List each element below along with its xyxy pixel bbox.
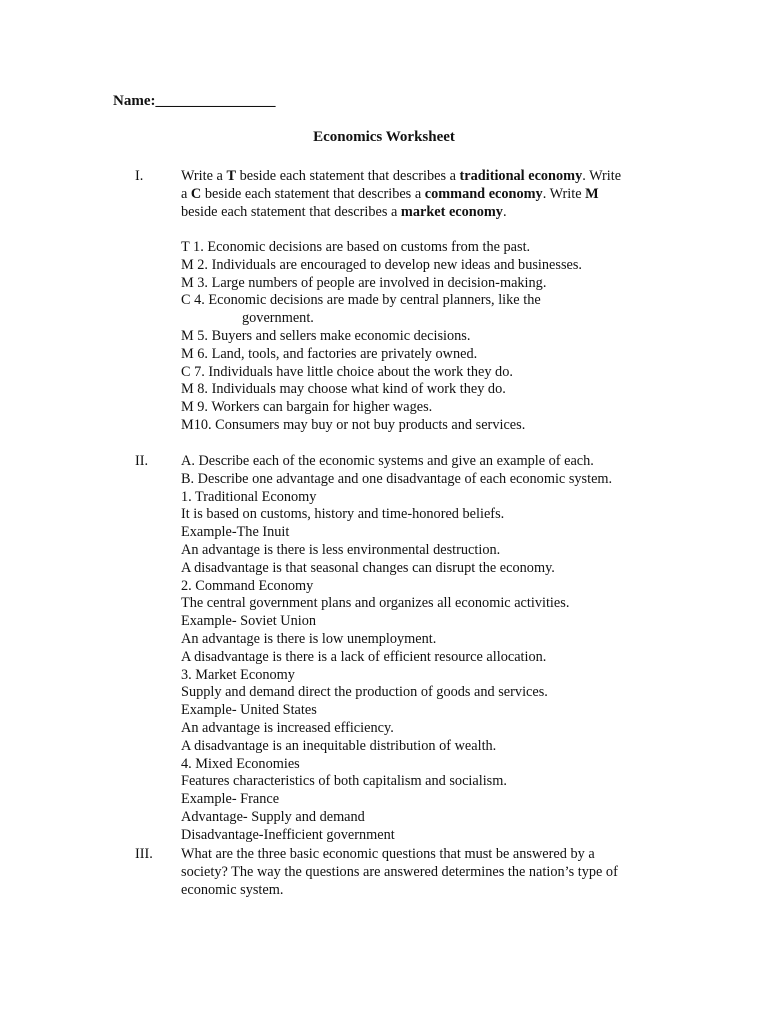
section-1-statements <box>181 239 661 435</box>
section-2-line: Example- France <box>181 791 280 808</box>
section-2-line: A disadvantage is an inequitable distribution of wealth. <box>181 737 497 754</box>
text: . <box>502 203 507 220</box>
section-2-line: A. Describe each of the economic systems and give an example of each. <box>181 453 594 469</box>
section-3-line: society? The way the questions are answered determines the nation’s type of <box>181 863 618 880</box>
name-blank: ________________ <box>155 93 276 109</box>
section-2-line: A disadvantage is that seasonal changes can disrupt the economy. <box>181 559 555 576</box>
term-traditional-economy: traditional economy <box>459 168 583 184</box>
section-2-line: An advantage is increased efficiency. <box>181 719 394 736</box>
text: beside each statement that describes a <box>236 168 460 184</box>
text: beside each statement that describes a <box>201 185 425 202</box>
letter-m: M <box>585 185 599 202</box>
section-2-line: A disadvantage is there is a lack of efficient resource allocation. <box>181 648 547 665</box>
statement-item: C 7. Individuals have little choice about the work they do. <box>181 363 513 380</box>
name-field <box>113 93 275 111</box>
section-2-line: Example-The Inuit <box>181 524 290 541</box>
term-market-economy: market economy <box>400 203 503 220</box>
section-2-line: The central government plans and organizes all economic activities. <box>181 595 570 612</box>
section-3-line: What are the three basic economic questions that must be answered by a <box>181 846 595 862</box>
section-2-line: 3. Market Economy <box>181 666 295 683</box>
letter-c: C <box>190 185 202 202</box>
statement-item-continued: government. <box>242 310 314 327</box>
statement-item: M 8. Individuals may choose what kind of work they do. <box>181 381 506 398</box>
section-2-line: 2. Command Economy <box>181 577 314 594</box>
section-2-line: Features characteristics of both capitalism and socialism. <box>181 773 507 790</box>
text: . Write <box>542 185 586 202</box>
statement-item: T 1. Economic decisions are based on customs from the past. <box>181 239 531 255</box>
section-3-line: economic system. <box>181 881 284 898</box>
section-2-line: It is based on customs, history and time-honored beliefs. <box>181 506 505 523</box>
statement-item: M 6. Land, tools, and factories are privately owned. <box>181 345 478 362</box>
section-2-line: An advantage is there is low unemployment. <box>181 630 437 647</box>
page-title: Economics Worksheet <box>313 129 455 145</box>
section-2-line: An advantage is there is less environmental destruction. <box>181 541 501 558</box>
letter-t: T <box>226 168 237 184</box>
statement-item: M 5. Buyers and sellers make economic decisions. <box>181 327 471 344</box>
text: beside each statement that describes a <box>181 203 401 220</box>
section-3-numeral: III. <box>135 846 153 862</box>
text: Write a <box>181 168 227 184</box>
statement-item: M 2. Individuals are encouraged to develop new ideas and businesses. <box>181 256 582 273</box>
section-1-numeral: I. <box>135 168 144 184</box>
section-3-content <box>181 846 661 899</box>
section-2-line: 1. Traditional Economy <box>181 488 317 505</box>
statement-item: M 3. Large numbers of people are involved in decision-making. <box>181 274 547 291</box>
section-2-line: Example- United States <box>181 702 317 719</box>
instruction-line-1 <box>181 168 661 186</box>
instruction-line-2 <box>181 186 661 204</box>
statement-item: M 9. Workers can bargain for higher wages. <box>181 399 433 416</box>
statement-item: C 4. Economic decisions are made by central planners, like the <box>181 292 541 309</box>
section-2-line: Supply and demand direct the production of goods and services. <box>181 684 548 701</box>
section-2-numeral: II. <box>135 453 149 469</box>
text: . Write <box>582 168 622 184</box>
statement-item: M10. Consumers may buy or not buy products and services. <box>181 416 526 433</box>
term-command-economy: command economy <box>424 185 543 202</box>
text: a <box>181 185 191 202</box>
instruction-line-3 <box>181 204 661 222</box>
section-2-line: B. Describe one advantage and one disadvantage of each economic system. <box>181 470 613 487</box>
section-2-line: Disadvantage-Inefficient government <box>181 826 395 843</box>
section-2-content <box>181 453 661 845</box>
section-1-instructions <box>181 168 661 221</box>
section-2-line: 4. Mixed Economies <box>181 755 300 772</box>
section-2-line: Example- Soviet Union <box>181 613 317 630</box>
section-2-line: Advantage- Supply and demand <box>181 808 365 825</box>
name-label: Name: <box>113 93 156 109</box>
